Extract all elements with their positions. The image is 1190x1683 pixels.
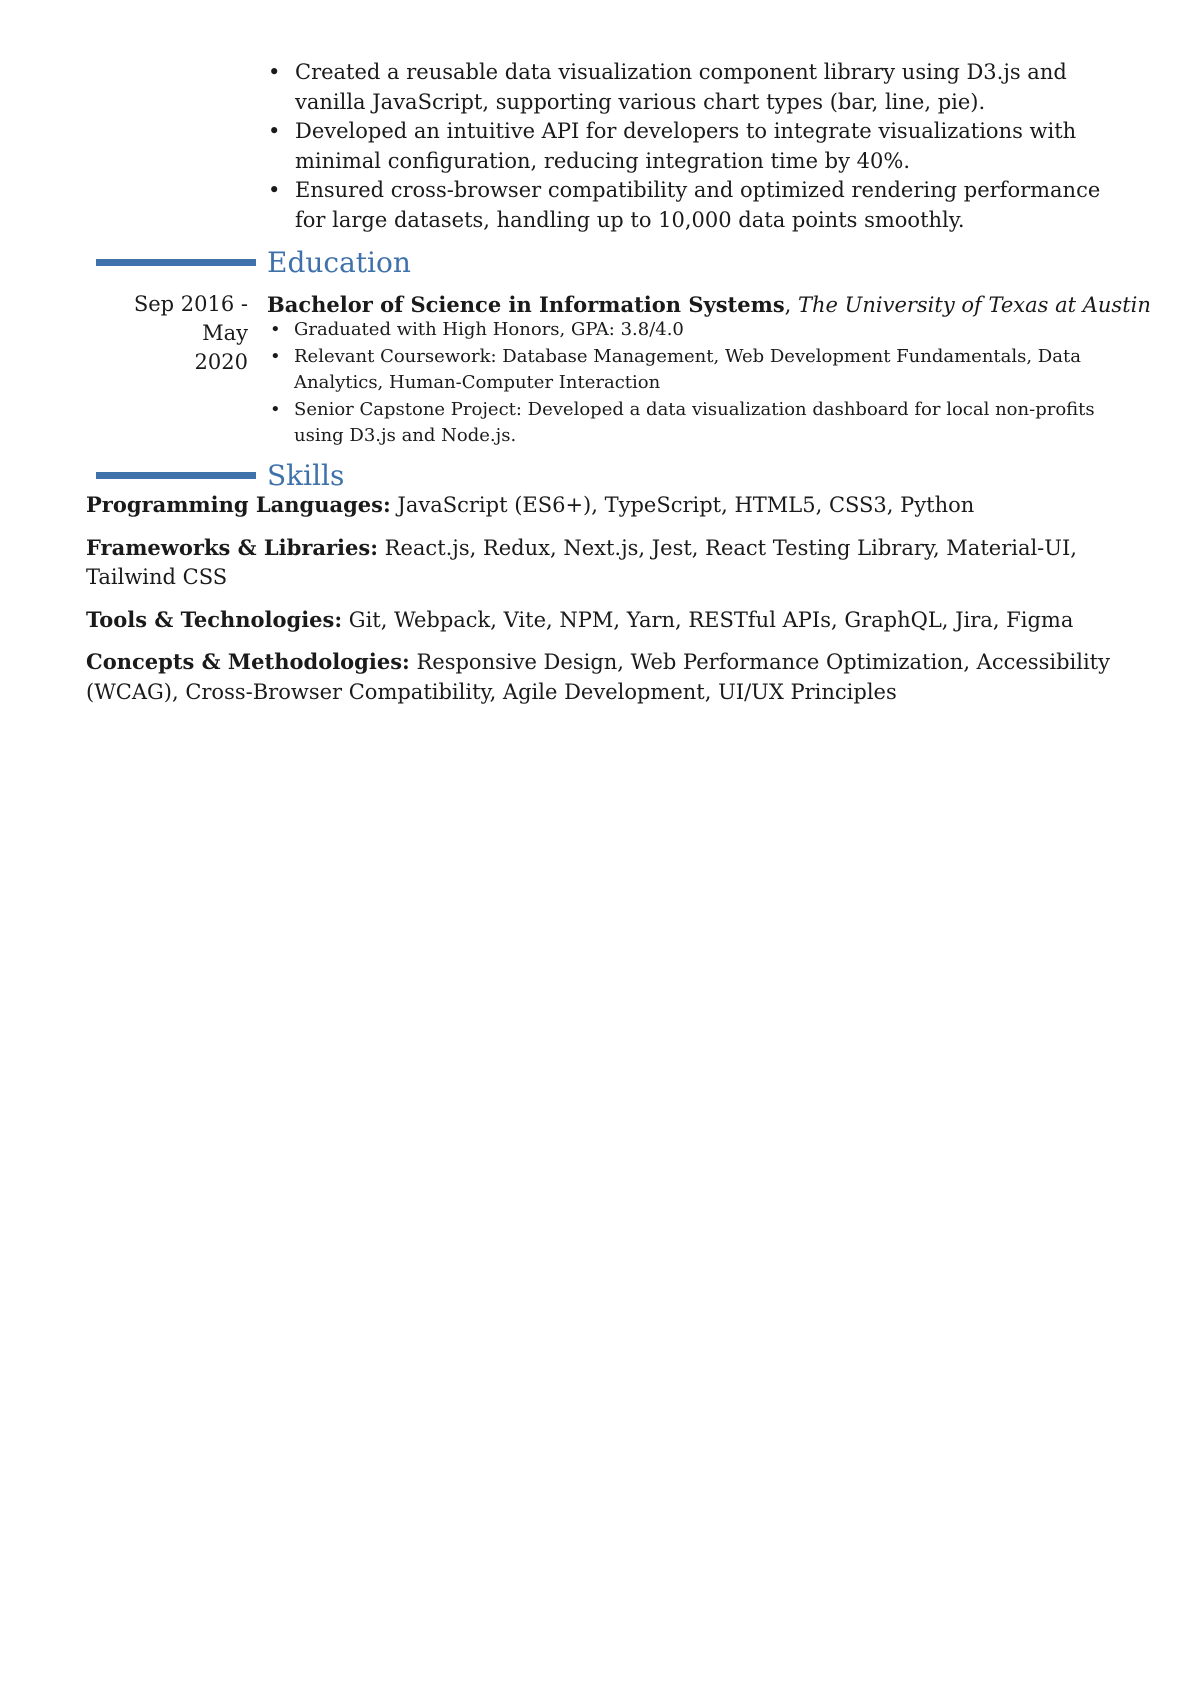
skill-label: Tools & Technologies: <box>86 606 343 632</box>
education-bullet: • Graduated with High Honors, GPA: 3.8/4.0 <box>270 317 1097 344</box>
skills-section-heading <box>96 459 1096 493</box>
education-date-end: 2020 <box>194 350 248 374</box>
skill-row <box>86 533 1116 593</box>
experience-bullet: • Ensured cross-browser compatibility and optimized rendering performance for large datasets, handling up to 10,000 data points smoothly. <box>268 176 1108 235</box>
education-date-start: Sep 2016 - May <box>133 292 248 345</box>
skill-label: Concepts & Methodologies: <box>86 649 410 674</box>
skills-list <box>86 490 1116 719</box>
skill-row <box>86 647 1116 707</box>
education-bullet: • Relevant Coursework: Database Management, Web Development Fundamentals, Data Analytics, Human-Computer Interaction <box>270 344 1097 397</box>
education-title: Education <box>267 246 411 279</box>
skill-value: Git, Webpack, Vite, NPM, Yarn, RESTful APIs, GraphQL, Jira, Figma <box>348 607 1074 632</box>
skill-value: Responsive Design, Web Performance Optimization, Accessibility (WCAG), Cross-Browser Compatibility, Agile Development, UI/UX Principles <box>86 650 1110 704</box>
experience-bullet: • Created a reusable data visualization component library using D3.js and vanilla JavaScript, supporting various chart types (bar, line, pie). <box>268 58 1108 117</box>
education-separator: , <box>784 293 798 317</box>
education-school: The University of Texas at Austin <box>798 293 1151 317</box>
skill-row <box>86 490 1116 521</box>
education-dates <box>84 290 248 377</box>
skill-label: Programming Languages: <box>86 492 391 517</box>
experience-bullet: • Developed an intuitive API for developers to integrate visualizations with minimal configuration, reducing integration time by 40%. <box>268 117 1108 176</box>
skill-value: React.js, Redux, Next.js, Jest, React Testing Library, Material-UI, Tailwind CSS <box>86 535 1077 589</box>
education-entry-header <box>267 290 1151 320</box>
education-section-heading <box>96 246 1096 280</box>
skill-value: JavaScript (ES6+), TypeScript, HTML5, CSS3, Python <box>397 493 975 517</box>
skill-label: Frameworks & Libraries: <box>86 534 378 560</box>
skills-title: Skills <box>267 459 345 492</box>
skill-row <box>86 605 1116 636</box>
education-degree: Bachelor of Science in Information Systems <box>267 292 785 317</box>
section-accent-bar <box>96 472 256 479</box>
section-accent-bar <box>96 259 256 266</box>
education-bullet-list <box>270 317 1097 450</box>
education-bullet: • Senior Capstone Project: Developed a data visualization dashboard for local non-profits using D3.js and Node.js. <box>270 397 1097 450</box>
experience-bullet-list <box>268 58 1108 235</box>
